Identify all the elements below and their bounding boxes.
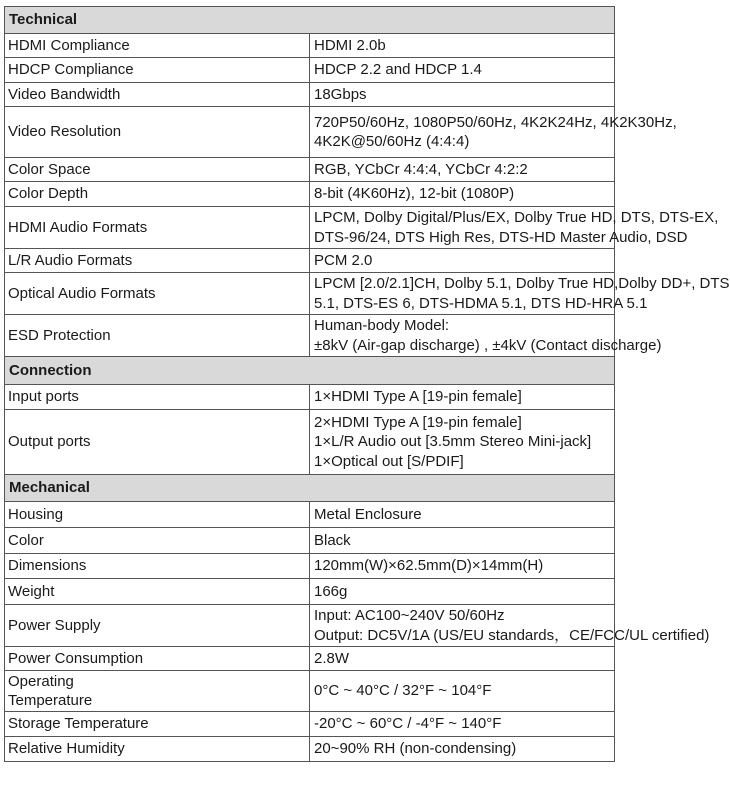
section-title: Mechanical xyxy=(5,475,615,502)
section-title: Connection xyxy=(5,357,615,385)
spec-row-weight xyxy=(5,579,615,605)
spec-label: Relative Humidity xyxy=(5,737,310,762)
spec-value-line: -20°C ~ 60°C / -4°F ~ 140°F xyxy=(314,715,502,733)
spec-value xyxy=(310,502,615,528)
spec-value xyxy=(310,554,615,579)
spec-value xyxy=(310,410,615,475)
spec-value-line: RGB, YCbCr 4:4:4, YCbCr 4:2:2 xyxy=(314,160,528,178)
spec-row-input-ports xyxy=(5,385,615,410)
spec-row-power-consumption xyxy=(5,647,615,671)
spec-value xyxy=(310,58,615,83)
spec-label: Output ports xyxy=(5,410,310,475)
spec-value-line: 4K2K@50/60Hz (4:4:4) xyxy=(314,133,470,150)
spec-value-line: 1×Optical out [S/PDIF] xyxy=(314,452,464,470)
spec-label: HDMI Audio Formats xyxy=(5,207,310,249)
spec-value xyxy=(310,34,615,58)
spec-label: Housing xyxy=(5,502,310,528)
spec-row-operating-temperature xyxy=(5,671,615,712)
spec-label: Color Space xyxy=(5,158,310,182)
spec-value xyxy=(310,83,615,107)
spec-value xyxy=(310,671,615,712)
spec-value-line: 18Gbps xyxy=(314,85,367,103)
spec-row-esd-protection xyxy=(5,315,615,357)
spec-value xyxy=(310,273,730,315)
section-title: Technical xyxy=(5,7,615,34)
spec-row-lr-audio-formats xyxy=(5,249,615,273)
spec-label: Video Resolution xyxy=(5,107,310,158)
spec-row-color xyxy=(5,528,615,554)
spec-row-hdcp-compliance xyxy=(5,58,615,83)
spec-value xyxy=(310,315,662,357)
section-header-mechanical xyxy=(5,475,615,502)
spec-row-power-supply xyxy=(5,605,615,647)
spec-label: Weight xyxy=(5,579,310,605)
section-header-technical xyxy=(5,7,615,34)
spec-row-color-space xyxy=(5,158,615,182)
spec-value xyxy=(310,579,615,605)
spec-value-line: 2.8W xyxy=(314,649,350,667)
spec-label: Input ports xyxy=(5,385,310,410)
spec-value-line: ±8kV (Air-gap discharge) , ±4kV (Contact discharge) xyxy=(314,336,662,354)
spec-label: Color xyxy=(5,528,310,554)
spec-label: ESD Protection xyxy=(5,315,310,357)
spec-row-output-ports xyxy=(5,410,615,475)
spec-label: Video Bandwidth xyxy=(5,83,310,107)
spec-row-housing xyxy=(5,502,615,528)
spec-row-color-depth xyxy=(5,182,615,207)
spec-label-line: Temperature xyxy=(8,692,93,709)
spec-value-line: 120mm(W)×62.5mm(D)×14mm(H) xyxy=(314,557,544,575)
spec-label xyxy=(5,671,310,712)
spec-value-line: 166g xyxy=(314,582,348,600)
spec-value xyxy=(310,528,615,554)
spec-value-line: Output: DC5V/1A (US/EU standards，CE/FCC/UL certified) xyxy=(314,626,710,644)
spec-value-line: 0°C ~ 40°C / 32°F ~ 104°F xyxy=(314,682,492,700)
spec-row-video-resolution xyxy=(5,107,615,158)
spec-value xyxy=(310,249,615,273)
spec-table xyxy=(4,6,730,762)
spec-value-line: 1×HDMI Type A [19-pin female] xyxy=(314,388,522,406)
spec-label: Dimensions xyxy=(5,554,310,579)
spec-row-dimensions xyxy=(5,554,615,579)
spec-label: Color Depth xyxy=(5,182,310,207)
spec-label: HDMI Compliance xyxy=(5,34,310,58)
spec-label-line: Operating xyxy=(8,672,74,690)
spec-value xyxy=(310,107,677,158)
spec-value-line: 1×L/R Audio out [3.5mm Stereo Mini-jack] xyxy=(314,433,592,451)
spec-value-line: LPCM, Dolby Digital/Plus/EX, Dolby True HD, DTS, DTS-EX, xyxy=(314,209,719,226)
spec-row-video-bandwidth xyxy=(5,83,615,107)
spec-value xyxy=(310,647,615,671)
spec-value-line: Metal Enclosure xyxy=(314,505,422,523)
spec-value xyxy=(310,158,615,182)
spec-value-line: PCM 2.0 xyxy=(314,251,373,269)
spec-value xyxy=(310,712,615,737)
spec-label: HDCP Compliance xyxy=(5,58,310,83)
spec-row-storage-temperature xyxy=(5,712,615,737)
spec-value-line: Black xyxy=(314,531,351,549)
spec-row-optical-audio-formats xyxy=(5,273,615,315)
spec-label: Power Supply xyxy=(5,605,310,647)
spec-value xyxy=(310,605,710,647)
spec-value xyxy=(310,737,615,762)
spec-row-hdmi-compliance xyxy=(5,34,615,58)
spec-label: Storage Temperature xyxy=(5,712,310,737)
spec-label: Optical Audio Formats xyxy=(5,273,310,315)
spec-row-relative-humidity xyxy=(5,737,615,762)
spec-row-hdmi-audio-formats xyxy=(5,207,615,249)
spec-value-line: 5.1, DTS-ES 6, DTS-HDMA 5.1, DTS HD-HRA 5.1 xyxy=(314,294,648,312)
spec-table-body xyxy=(5,7,730,762)
section-header-connection xyxy=(5,357,615,385)
spec-value-line: 720P50/60Hz, 1080P50/60Hz, 4K2K24Hz, 4K2K30Hz, xyxy=(314,113,677,131)
spec-label: Power Consumption xyxy=(5,647,310,671)
spec-value xyxy=(310,182,615,207)
spec-value-line: DTS-96/24, DTS High Res, DTS-HD Master Audio, DSD xyxy=(314,228,688,246)
spec-value-line: 2×HDMI Type A [19-pin female] xyxy=(314,413,522,431)
spec-value-line: Input: AC100~240V 50/60Hz xyxy=(314,607,505,624)
spec-value-line: LPCM [2.0/2.1]CH, Dolby 5.1, Dolby True HD,Dolby DD+, DTS xyxy=(314,275,730,292)
spec-value-line: 20~90% RH (non-condensing) xyxy=(314,740,517,758)
spec-value xyxy=(310,385,615,410)
spec-value xyxy=(310,207,719,249)
spec-value-line: 8-bit (4K60Hz), 12-bit (1080P) xyxy=(314,185,515,203)
spec-value-line: Human-body Model: xyxy=(314,317,450,334)
spec-label: L/R Audio Formats xyxy=(5,249,310,273)
spec-value-line: HDCP 2.2 and HDCP 1.4 xyxy=(314,61,482,79)
spec-value-line: HDMI 2.0b xyxy=(314,36,386,54)
